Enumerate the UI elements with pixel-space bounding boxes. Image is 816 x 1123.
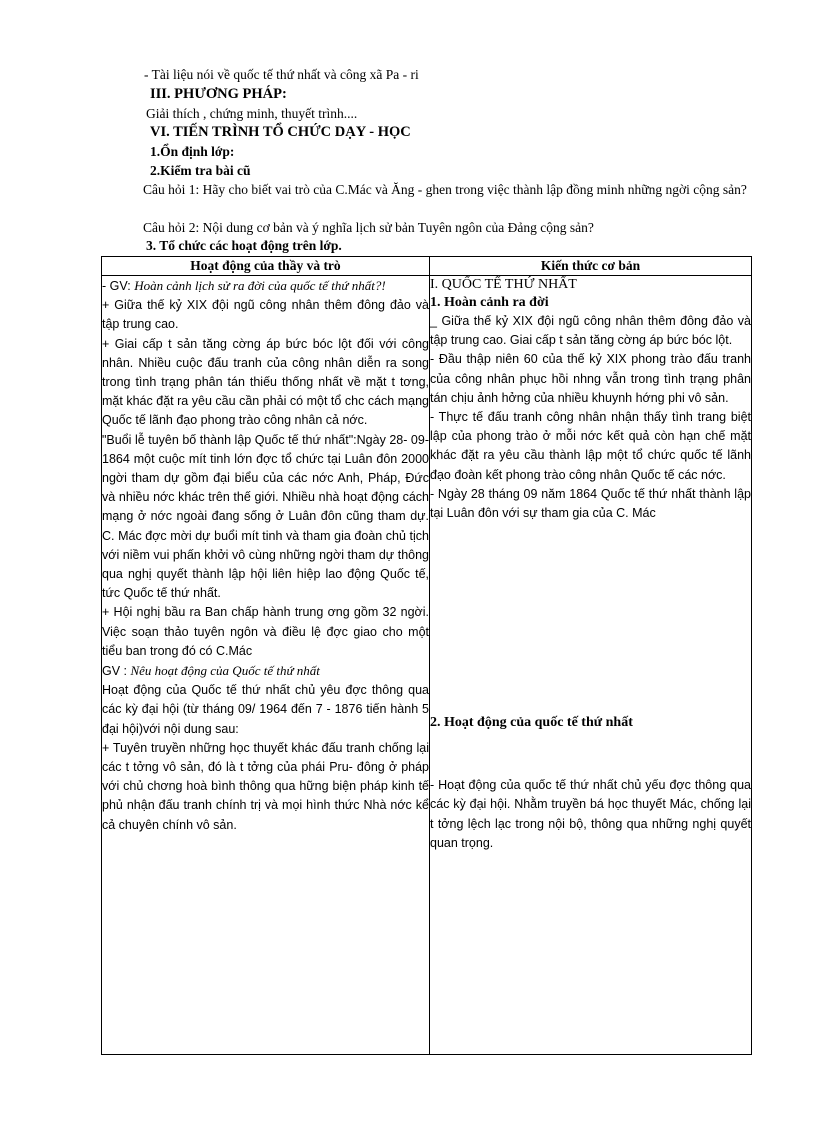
right-paragraph-5: - Hoạt động của quốc tế thứ nhất chủ yếu đợc thông qua các kỳ đại hội. Nhằm truyền bá học thuyết Mác, chống lại t tởng lệch lạc trong nội bộ, thông qua những nghị quyết quan trọng. <box>430 778 751 850</box>
step-1: 1.Ổn định lớp: <box>150 144 235 159</box>
section-1-heading: I. QUỐC TẾ THỨ NHẤT <box>430 277 577 292</box>
section-6-title: VI. TIẾN TRÌNH TỔ CHỨC DẠY - HỌC <box>150 124 411 140</box>
teacher-activity-cell <box>102 276 430 1055</box>
material-line: - Tài liệu nói về quốc tế thứ nhất và công xã Pa - ri <box>144 67 419 82</box>
gv-prefix-1: - GV: <box>102 279 135 293</box>
gv-prefix-2: GV : <box>102 664 131 679</box>
left-paragraph-5: Hoạt động của Quốc tế thứ nhất chủ yêu đợc thông qua các kỳ đại hội (từ tháng 09/ 1964 đến 7 - 1876 tiến hành 5 đại hội)với nội dung sau: <box>102 683 429 736</box>
header-teacher-activity: Hoạt động của thầy và trò <box>102 257 430 276</box>
left-paragraph-2: + Giai cấp t sản tăng cờng áp bức bóc lột đối với công nhân. Nhiều cuộc đấu tranh của công nhân diễn ra song trong tình trạng phân tán thiếu thống nhất về mặt t tơng, mặt khác đặt ra yêu cầu cần phải có một tổ chc cách mạng Quốc tế lãnh đạo phong trào công nhân cả nớc. <box>102 336 429 428</box>
question-1-text: Câu hỏi 1: Hãy cho biết vai trò của C.Mác và Ăng - ghen trong việc thành lập đồng minh những ngời cộng sản? <box>143 182 747 197</box>
gv-question-1-text: Hoàn cảnh lịch sử ra đời của quốc tế thứ nhất?! <box>134 278 386 293</box>
gv-question-2 <box>102 661 429 681</box>
right-paragraph-1: _ Giữa thế kỷ XIX đội ngũ công nhân thêm đông đảo và tập trung cao. Giai cấp t sản tăng cờng áp bức bóc lột. <box>430 314 751 348</box>
header-basic-knowledge: Kiến thức cơ bản <box>430 257 752 276</box>
basic-knowledge-cell <box>430 276 752 1055</box>
step-2: 2.Kiểm tra bài cũ <box>150 163 251 178</box>
left-paragraph-3: "Buổi lễ tuyên bố thành lập Quốc tế thứ nhất":Ngày 28- 09- 1864 một cuộc mít tinh lớn đợc tổ chức tại Luân đôn 2000 ngời tham dự gồm đại biểu của các nớc Anh, Pháp, Đức và nhiều nớc khác trên thế giới. Nhiều nhà hoạt động cách mạng ở nớc ngoài đang sống ở Luân đôn cũng tham dự. C. Mác đợc mời dự buổi mít tinh và tham gia đoàn chủ tịch với niềm vui phấn khởi vô cùng những ngời tham dự thông qua nghị quyết thành lập hội liên hiệp lao động Quốc tế, tức Quốc tế thứ nhất. <box>102 432 429 601</box>
left-paragraph-6: + Tuyên truyền những học thuyết khác đấu tranh chống lại các t tởng vô sản, đó là t tởng của phái Pru- đông ở pháp với chủ chơng hoà bình thông qua hững biện pháp kinh tế phủ nhận đấu tranh chính trị và mọi hình thức Nhà nớc kể cả chuyên chính vô sản. <box>102 740 429 832</box>
right-paragraph-3: - Thực tế đấu tranh công nhân nhận thấy tình trang biệt lập của phong trào ở mỗi nớc kết quả còn hạn chế mặt khác đặt ra yêu cầu thành lập một tổ chức quốc tế lãnh đạo đoàn kết phong trào công nhân Quốc tế các nớc. <box>430 410 751 482</box>
question-1 <box>110 180 750 199</box>
gv-question-2-text: Nêu hoạt động của Quốc tế thứ nhất <box>130 663 320 679</box>
subsection-1-heading: 1. Hoàn cảnh ra đời <box>430 295 549 310</box>
section-3-title: III. PHƯƠNG PHÁP: <box>150 86 287 102</box>
table-header-row <box>102 257 752 276</box>
subsection-2-heading: 2. Hoạt động của quốc tế thứ nhất <box>430 715 633 731</box>
question-2 <box>110 218 750 237</box>
right-paragraph-4: - Ngày 28 tháng 09 năm 1864 Quốc tế thứ nhất thành lập tại Luân đôn với sự tham gia của C. Mác <box>430 486 751 521</box>
right-paragraph-2: - Đầu thập niên 60 của thế kỷ XIX phong trào đấu tranh của công nhân phục hồi nhng vẫn trong tình trạng phân tán chịu ảnh hởng của nhiều khuynh hớng phi vô sản. <box>430 352 751 405</box>
method-line: Giải thích , chứng minh, thuyết trình.... <box>146 106 358 121</box>
left-paragraph-4: + Hội nghị bầu ra Ban chấp hành trung ơng gồm 32 ngời. Việc soạn thảo tuyên ngôn và điều lệ đợc giao cho một tiểu ban trong đó có C.Mác <box>102 605 429 658</box>
left-paragraph-1: + Giữa thế kỷ XIX đội ngũ công nhân thêm đông đảo và tập trung cao. <box>102 298 429 332</box>
step-3: 3. Tổ chức các hoạt động trên lớp. <box>146 238 342 253</box>
lesson-table <box>101 256 752 1055</box>
gv-question-1 <box>102 276 429 296</box>
question-2-text: Câu hỏi 2: Nội dung cơ bản và ý nghĩa lịch sử bản Tuyên ngôn của Đảng cộng sản? <box>143 220 594 235</box>
table-body-row <box>102 276 752 1055</box>
